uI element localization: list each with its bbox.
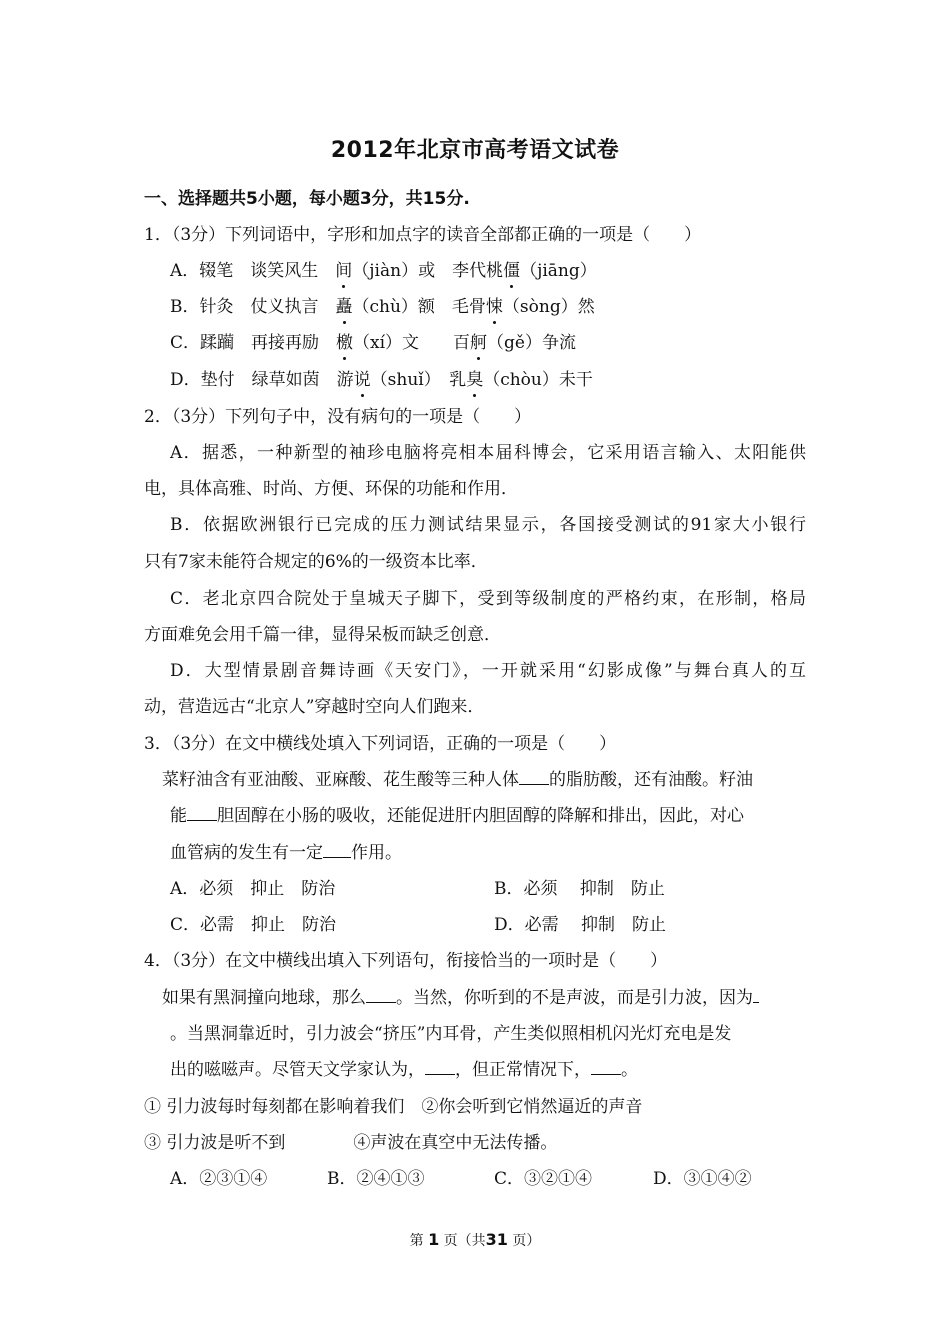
fill-blank: [187, 806, 217, 821]
q4-passage-line1: [162, 987, 759, 1009]
total-pages: 31: [485, 1230, 508, 1249]
q2-option-d-line2: 动，营造远古“北京人”穿越时空向人们跑来．: [144, 697, 485, 717]
q4-option-c: C．③②①④: [494, 1169, 593, 1189]
q4-p3-text2: ，但正常情况下，: [455, 1060, 591, 1080]
q1-stem: 1．（3分）下列词语中，字形和加点字的读音全部都正确的一项是（ ）: [144, 225, 702, 245]
q3-option-b: B．必须 抑制 防止: [494, 879, 665, 899]
q1-c-dotted: 檄: [336, 333, 354, 353]
q1-c-text2: （xí）文 百: [353, 333, 471, 353]
fill-blank: [425, 1060, 455, 1075]
q4-option-a: A．②③①④: [170, 1169, 268, 1189]
page-number: 1: [428, 1230, 440, 1249]
q3-p3-text2: 作用。: [351, 843, 402, 863]
q1-option-a: [170, 260, 597, 282]
q4-stem: 4．（3分）在文中横线出填入下列语句，衔接恰当的一项时是（ ）: [144, 951, 668, 971]
q1-d-dotted2: 臭: [466, 370, 484, 390]
q1-a-text2: （jiàn）或 李代桃: [352, 261, 504, 281]
q4-p3-text3: 。: [621, 1060, 638, 1080]
q1-a-text3: （jiāng）: [520, 261, 597, 281]
q2-option-a-line1: A．据悉，一种新型的袖珍电脑将亮相本届科博会，它采用语言输入、太阳能供: [170, 443, 806, 463]
q4-p3-text: 出的嗞嗞声。尽管天文学家认为，: [170, 1060, 425, 1080]
q4-sentences-3-4: ③ 引力波是听不到 ④声波在真空中无法传播。: [144, 1133, 558, 1153]
fill-blank: [366, 988, 396, 1003]
q3-p1-text: 菜籽油含有亚油酸、亚麻酸、花生酸等三种人体: [162, 770, 519, 790]
q4-passage-line2: 。当黑洞靠近时，引力波会“挤压”内耳骨，产生类似照相机闪光灯充电是发: [170, 1024, 732, 1044]
q2-option-c-line2: 方面难免会用千篇一律，显得呆板而缺乏创意．: [144, 625, 501, 645]
q3-p1-text2: 的脂肪酸，还有油酸。籽油: [549, 770, 753, 790]
q1-d-text3: （chòu）未干: [483, 370, 593, 390]
q3-option-a: A．必须 抑止 防治: [170, 879, 336, 899]
q1-b-text2: （chù）额 毛骨: [352, 297, 486, 317]
fill-blank: [753, 988, 759, 1003]
section-heading: 一、选择题共5小题，每小题3分，共15分.: [144, 189, 470, 209]
q4-sentences-1-2: ① 引力波每时每刻都在影响着我们 ②你会听到它悄然逼近的声音: [144, 1097, 643, 1117]
q1-d-text2: （shuǐ） 乳: [370, 370, 467, 390]
q1-option-c: [170, 332, 576, 354]
q1-c-dotted2: 舸: [470, 333, 488, 353]
q4-option-d: D．③①④②: [653, 1169, 752, 1189]
q2-stem: 2．（3分）下列句子中，没有病句的一项是（ ）: [144, 407, 532, 427]
q2-option-c-line1: C．老北京四合院处于皇城天子脚下，受到等级制度的严格约束，在形制，格局: [170, 589, 806, 609]
q3-option-c: C．必需 抑止 防治: [170, 915, 337, 935]
q1-a-dotted2: 僵: [503, 261, 521, 281]
q2-option-b-line1: B．依据欧洲银行已完成的压力测试结果显示，各国接受测试的91家大小银行: [170, 515, 806, 535]
q4-p1-text2: 。当然，你听到的不是声波，而是引力波，因为: [396, 988, 753, 1008]
q3-passage-line2: [170, 805, 744, 827]
fill-blank: [519, 770, 549, 785]
q3-p3-text: 血管病的发生有一定: [170, 843, 323, 863]
fill-blank: [323, 843, 351, 858]
fill-blank: [591, 1060, 621, 1075]
q1-d-text: D．垫付 绿草如茵 游: [170, 370, 354, 390]
footer-post: 页）: [512, 1233, 541, 1249]
q2-option-d-line1: D．大型情景剧音舞诗画《天安门》，一开就采用“幻影成像”与舞台真人的互: [170, 661, 806, 681]
q3-p2-text2: 胆固醇在小肠的吸收，还能促进肝内胆固醇的降解和排出，因此，对心: [217, 806, 744, 826]
q3-stem: 3．（3分）在文中横线处填入下列词语，正确的一项是（ ）: [144, 734, 617, 754]
q3-option-d: D．必需 抑制 防止: [494, 915, 667, 935]
q1-a-dotted: 间: [335, 261, 353, 281]
q1-c-text3: （gě）争流: [487, 333, 576, 353]
q1-d-dotted: 说: [353, 370, 371, 390]
q2-option-a-line2: 电，具体高雅、时尚、方便、环保的功能和作用．: [144, 479, 518, 499]
q1-c-text: C．蹂躏 再接再励: [170, 333, 337, 353]
q1-b-text: B．针灸 仗义执言: [170, 297, 336, 317]
q1-b-dotted2: 悚: [485, 297, 503, 317]
q3-passage-line3: [170, 842, 402, 864]
q4-option-b: B．②④①③: [327, 1169, 425, 1189]
q1-a-text: A．辍笔 谈笑风生: [170, 261, 336, 281]
q4-passage-line3: [170, 1059, 638, 1081]
page-title: 2012年北京市高考语文试卷: [330, 138, 620, 163]
q3-passage-line1: [162, 769, 753, 791]
q1-option-d: [170, 369, 593, 391]
q1-b-text3: （sòng）然: [502, 297, 595, 317]
q2-option-b-line2: 只有7家未能符合规定的6%的一级资本比率．: [144, 552, 488, 572]
footer-mid: 页（共: [443, 1233, 486, 1249]
q1-b-dotted: 矗: [335, 297, 353, 317]
q4-p1-text: 如果有黑洞撞向地球，那么: [162, 988, 366, 1008]
page-footer: [0, 1230, 950, 1250]
footer-pre: 第: [409, 1233, 424, 1249]
q3-p2-text: 能: [170, 806, 187, 826]
q1-option-b: [170, 296, 595, 318]
